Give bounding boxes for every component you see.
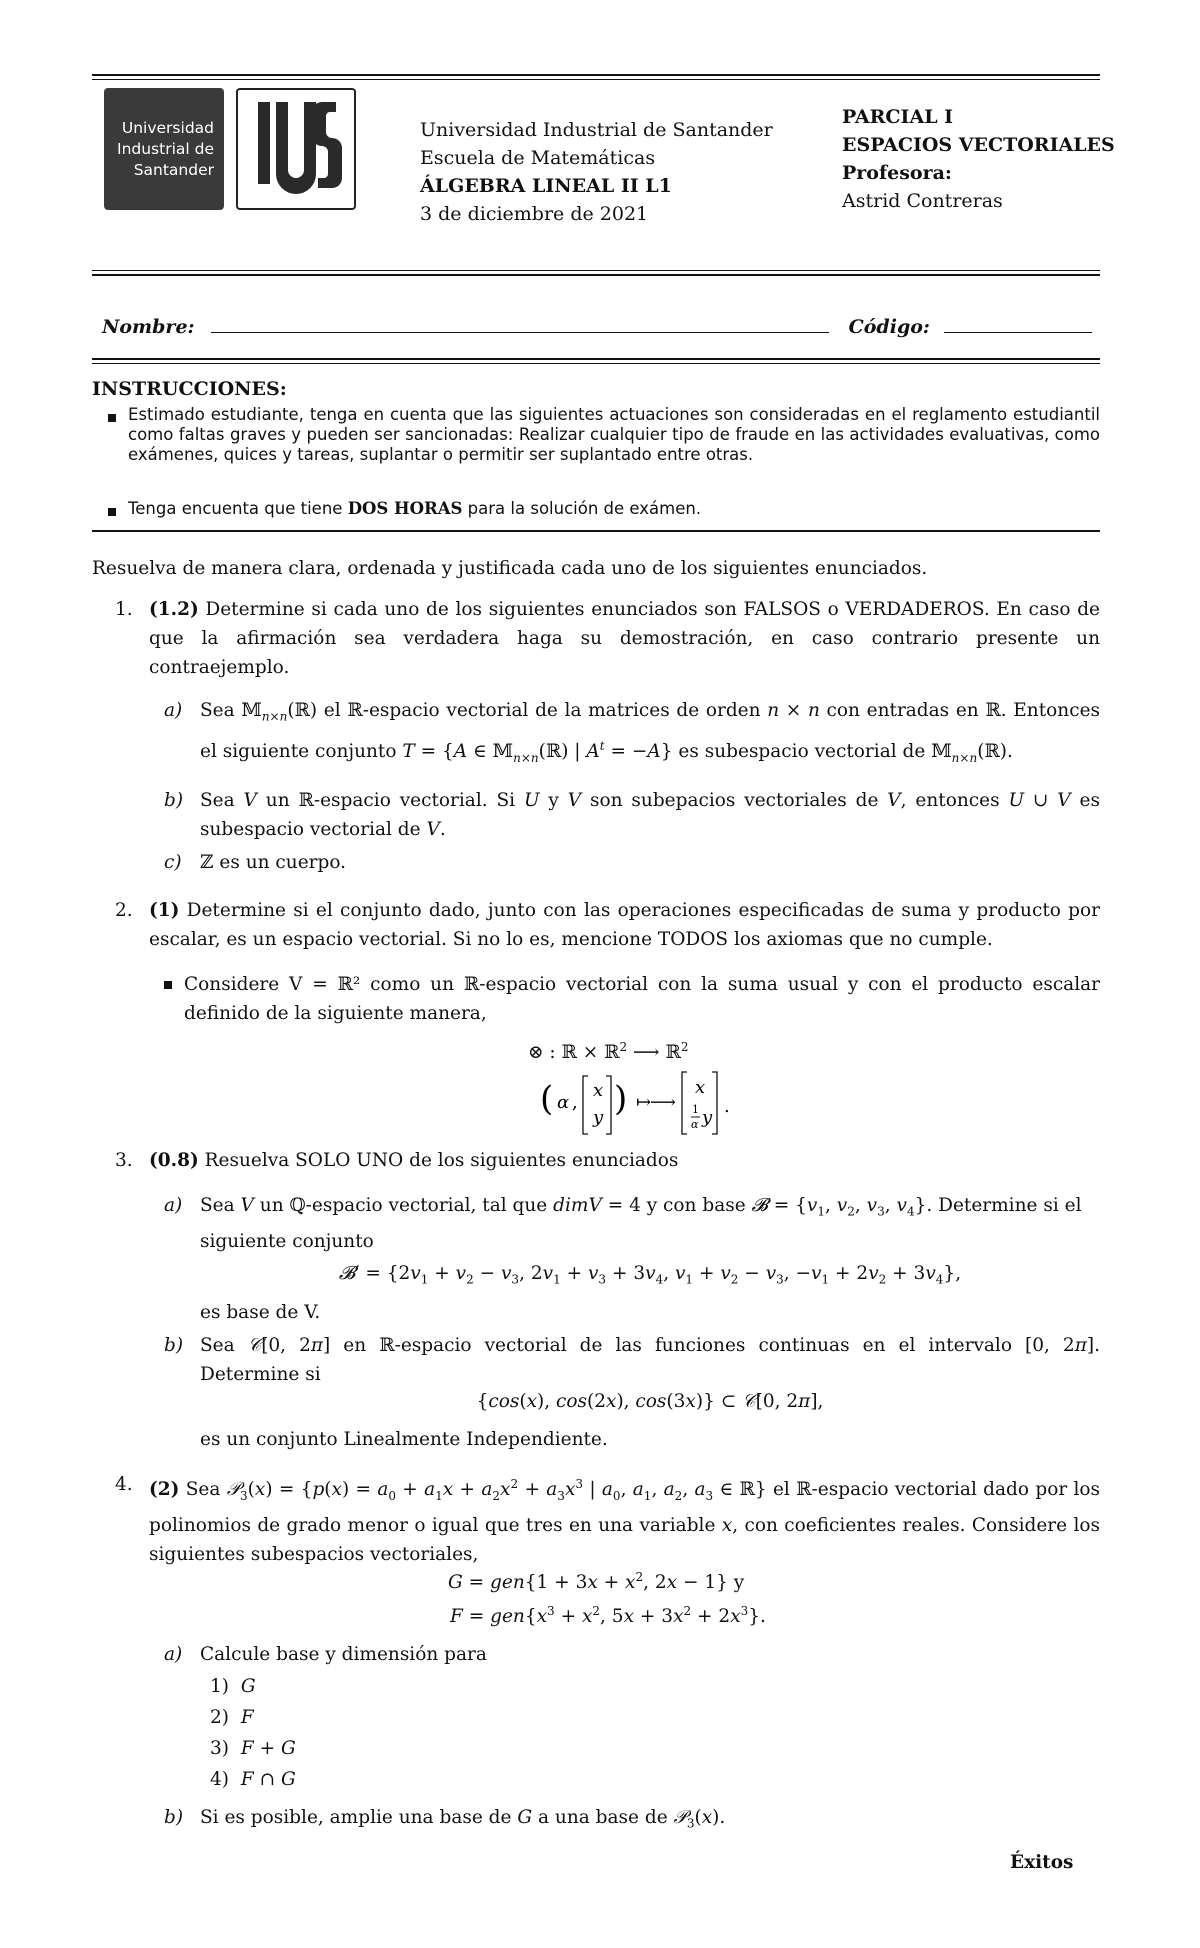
problem-1c [164,848,1100,877]
intro-text: Resuelva de manera clara, ordenada y justificada cada uno de los siguientes enunciados. [92,558,928,579]
instructions-item-1 [128,405,1100,465]
problem-1-text: Determine si cada uno de los siguientes enunciados son FALSOS o VERDADEROS. En caso de que la afirmación sea verdadera haga su demostración, en caso contrario presente un contraejemplo. [149,599,1100,678]
problem-1a-label: a) [164,700,183,721]
problem-4-points: (2) [149,1479,180,1501]
uis-logo-icon [238,90,354,208]
bullet-icon [108,414,116,422]
course-name: ÁLGEBRA LINEAL II L1 [420,175,672,197]
problem-3-text: Resuelva SOLO UNO de los siguientes enunciados [204,1150,679,1171]
svg-text:y: y [702,1107,713,1128]
professor-label: Profesora: [842,162,952,184]
university-name: Universidad Industrial de Santander [420,119,773,141]
svg-text:x: x [593,1080,604,1101]
svg-text:.: . [724,1096,730,1117]
problem-4a-text: Calcule base y dimensión para [200,1644,487,1665]
list-number-2: 2) [210,1707,229,1728]
instructions-text-2c: para la solución de exámen. [462,499,702,518]
svg-text:α: α [691,1118,699,1131]
problem-3-number: 3. [115,1150,133,1171]
problem-2 [115,896,1100,954]
svg-text:1: 1 [692,1103,699,1116]
top-rule-thick [92,74,1100,76]
problem-1-points: (1.2) [149,599,199,620]
list-item: 1) G [210,1676,256,1697]
list-number-4: 4) [210,1769,229,1790]
instructions-text-2b: DOS HORAS [347,499,463,518]
svg-text:): ) [614,1079,628,1119]
exam-title: PARCIAL I [842,106,954,128]
subspace-f: $F = gen\{x^3 + x^2$, $5x + 3x^2 + 2x^3$}. [450,1604,766,1628]
bullet-icon [108,508,116,516]
problem-4b-label: b) [164,1807,184,1828]
problem-3b-after: es un conjunto Linealmente Independiente. [200,1429,608,1450]
professor-name: Astrid Contreras [842,190,1003,212]
problem-4a-list [210,1671,296,1795]
problem-1c-text: ℤ es un cuerpo. [200,852,347,873]
svg-text:↦: ↦ [636,1092,652,1113]
header-center [420,116,773,228]
list-item: 4) F ∩ G [210,1769,296,1790]
problem-4a [164,1640,1100,1669]
svg-text:y: y [593,1107,604,1128]
instructions-text-1: Estimado estudiante, tenga en cuenta que las siguientes actuaciones son consideradas en el reglamento estudiantil como faltas graves y pueden ser sancionadas: Realizar cualquier tipo de fraude en las actividades evaluativas, como exámenes, quices y tareas, suplantar o permitir ser suplantado entre otras. [128,405,1100,464]
problem-3a-after: es base de V. [200,1302,321,1323]
instructions-title: INSTRUCCIONES: [92,378,287,400]
exam-topic: ESPACIOS VECTORIALES [842,134,1115,156]
instructions-item-2 [128,499,1100,519]
problem-3-points: (0.8) [149,1150,199,1171]
problem-4-number: 4. [115,1474,133,1495]
university-logo-text [104,88,224,210]
problem-4a-label: a) [164,1644,183,1665]
uis-logo-mark [236,88,356,210]
list-item: 2) F [210,1707,254,1728]
problem-3a-set: 𝓑′ = {$2v_1 + v_2 - v_3$, $2v_1 + v_3 + 3v_4$, $v_1 + v_2 - v_3$, $-v_1 + 2v_2 + 3v_4$}, [338,1263,962,1287]
code-label: Código: [848,316,930,338]
problem-1b: b) Sea V un ℝ-espacio vectorial. Si U y V son subepacios vectoriales de V, entonces U ∪ V es subespacio vectorial de V. [164,786,1100,844]
problem-1c-label: c) [164,852,182,873]
bullet-icon [164,981,172,989]
svg-text:α: α [557,1092,570,1113]
problem-4b: b) Si es posible, amplie una base de G a una base de 𝒫$_3$(x). [164,1803,1100,1839]
svg-text:x: x [695,1077,706,1098]
problem-2-bullet [184,970,1100,1028]
top-rule-thin [92,79,1100,80]
problem-2-text: Determine si el conjunto dado, junto con las operaciones especificadas de suma y producto por escalar, es un espacio vectorial. Si no lo es, mencione TODOS los axiomas que no cumple. [149,900,1100,950]
problem-3b-set: {cos(x), cos(2x), cos(3x)} ⊂ 𝒞[0, 2π], [476,1391,824,1412]
problem-3a-label: a) [164,1195,183,1216]
problem-3b-label: b) [164,1335,184,1356]
header-rule-thick [92,274,1100,276]
svg-text:,: , [572,1092,578,1113]
code-field[interactable] [944,332,1092,333]
logo-line-1: Universidad [121,119,214,137]
problem-2-points: (1) [149,900,180,921]
instructions-rule [92,530,1100,532]
instructions-text-2a: Tenga encuenta que tiene [128,499,348,518]
problem-1 [115,595,1100,682]
problem-3a: a) Sea V un ℚ-espacio vectorial, tal que dimV = 4 y con base 𝓑 = {$v_1$, $v_2$, $v_3$, $v_4$}. Determine si el siguiente conjunto [164,1191,1100,1256]
name-field-row [102,316,1100,338]
problem-4: 4. (2) Sea 𝒫$_3$(x) = {$p(x) = a_0 + a_1x + a_2x^2 + a_3x^3$ | $a_0$, $a_1$, $a_2$, $a_3$ ∈ ℝ} el ℝ-espacio vectorial dado por los polinomios de grado menor o igual que tres en una variable x, con coeficientes reales. Considere los siguientes subespacios vectoriales, [115,1470,1100,1569]
school-name: Escuela de Matemáticas [420,147,656,169]
header-rule-thin [92,270,1100,271]
problem-2-number: 2. [115,900,133,921]
problem-2-bullet-text: Considere V = ℝ² como un ℝ-espacio vectorial con la suma usual y con el producto escalar definido de la siguiente manera, [184,974,1100,1024]
list-item: 3) F + G [210,1738,296,1759]
subspace-g: $G = gen\{1 + 3x + x^2$, 2x − 1} y [448,1570,745,1594]
list-number-1: 1) [210,1676,229,1697]
problem-3 [115,1146,1100,1175]
fields-rule-thin [92,363,1100,364]
header-right [842,103,1115,215]
problem-1b-label: b) [164,790,184,811]
problem-1-number: 1. [115,599,133,620]
fields-rule-thick [92,358,1100,360]
scalar-product-formula [540,1068,780,1138]
logo-line-2: Industrial de [117,140,214,158]
closing-text: Éxitos [1010,1852,1074,1873]
exam-date: 3 de diciembre de 2021 [420,203,649,225]
problem-3b: b) Sea 𝒞[0, 2π] en ℝ-espacio vectorial de las funciones continuas en el intervalo [0, 2π]. Determine si [164,1331,1100,1389]
logo-line-3: Santander [133,161,214,179]
name-field[interactable] [211,332,829,333]
problem-1a: a) Sea 𝕄$_{n\times n}$(ℝ) el ℝ-espacio vectorial de la matrices de orden n × n con entradas en ℝ. Entonces el siguiente conjunto T = {A ∈ 𝕄$_{n\times n}$(ℝ) | $A^t = -A$} es subespacio vectorial de 𝕄$_{n\times n}$(ℝ). [164,696,1100,773]
list-number-3: 3) [210,1738,229,1759]
svg-text:(: ( [540,1079,554,1119]
scalar-product-map: ⊗ : ℝ × ℝ$^2$ ⟶ ℝ$^2$ [528,1040,689,1064]
svg-text:⟶: ⟶ [650,1092,676,1113]
name-label: Nombre: [102,316,195,338]
